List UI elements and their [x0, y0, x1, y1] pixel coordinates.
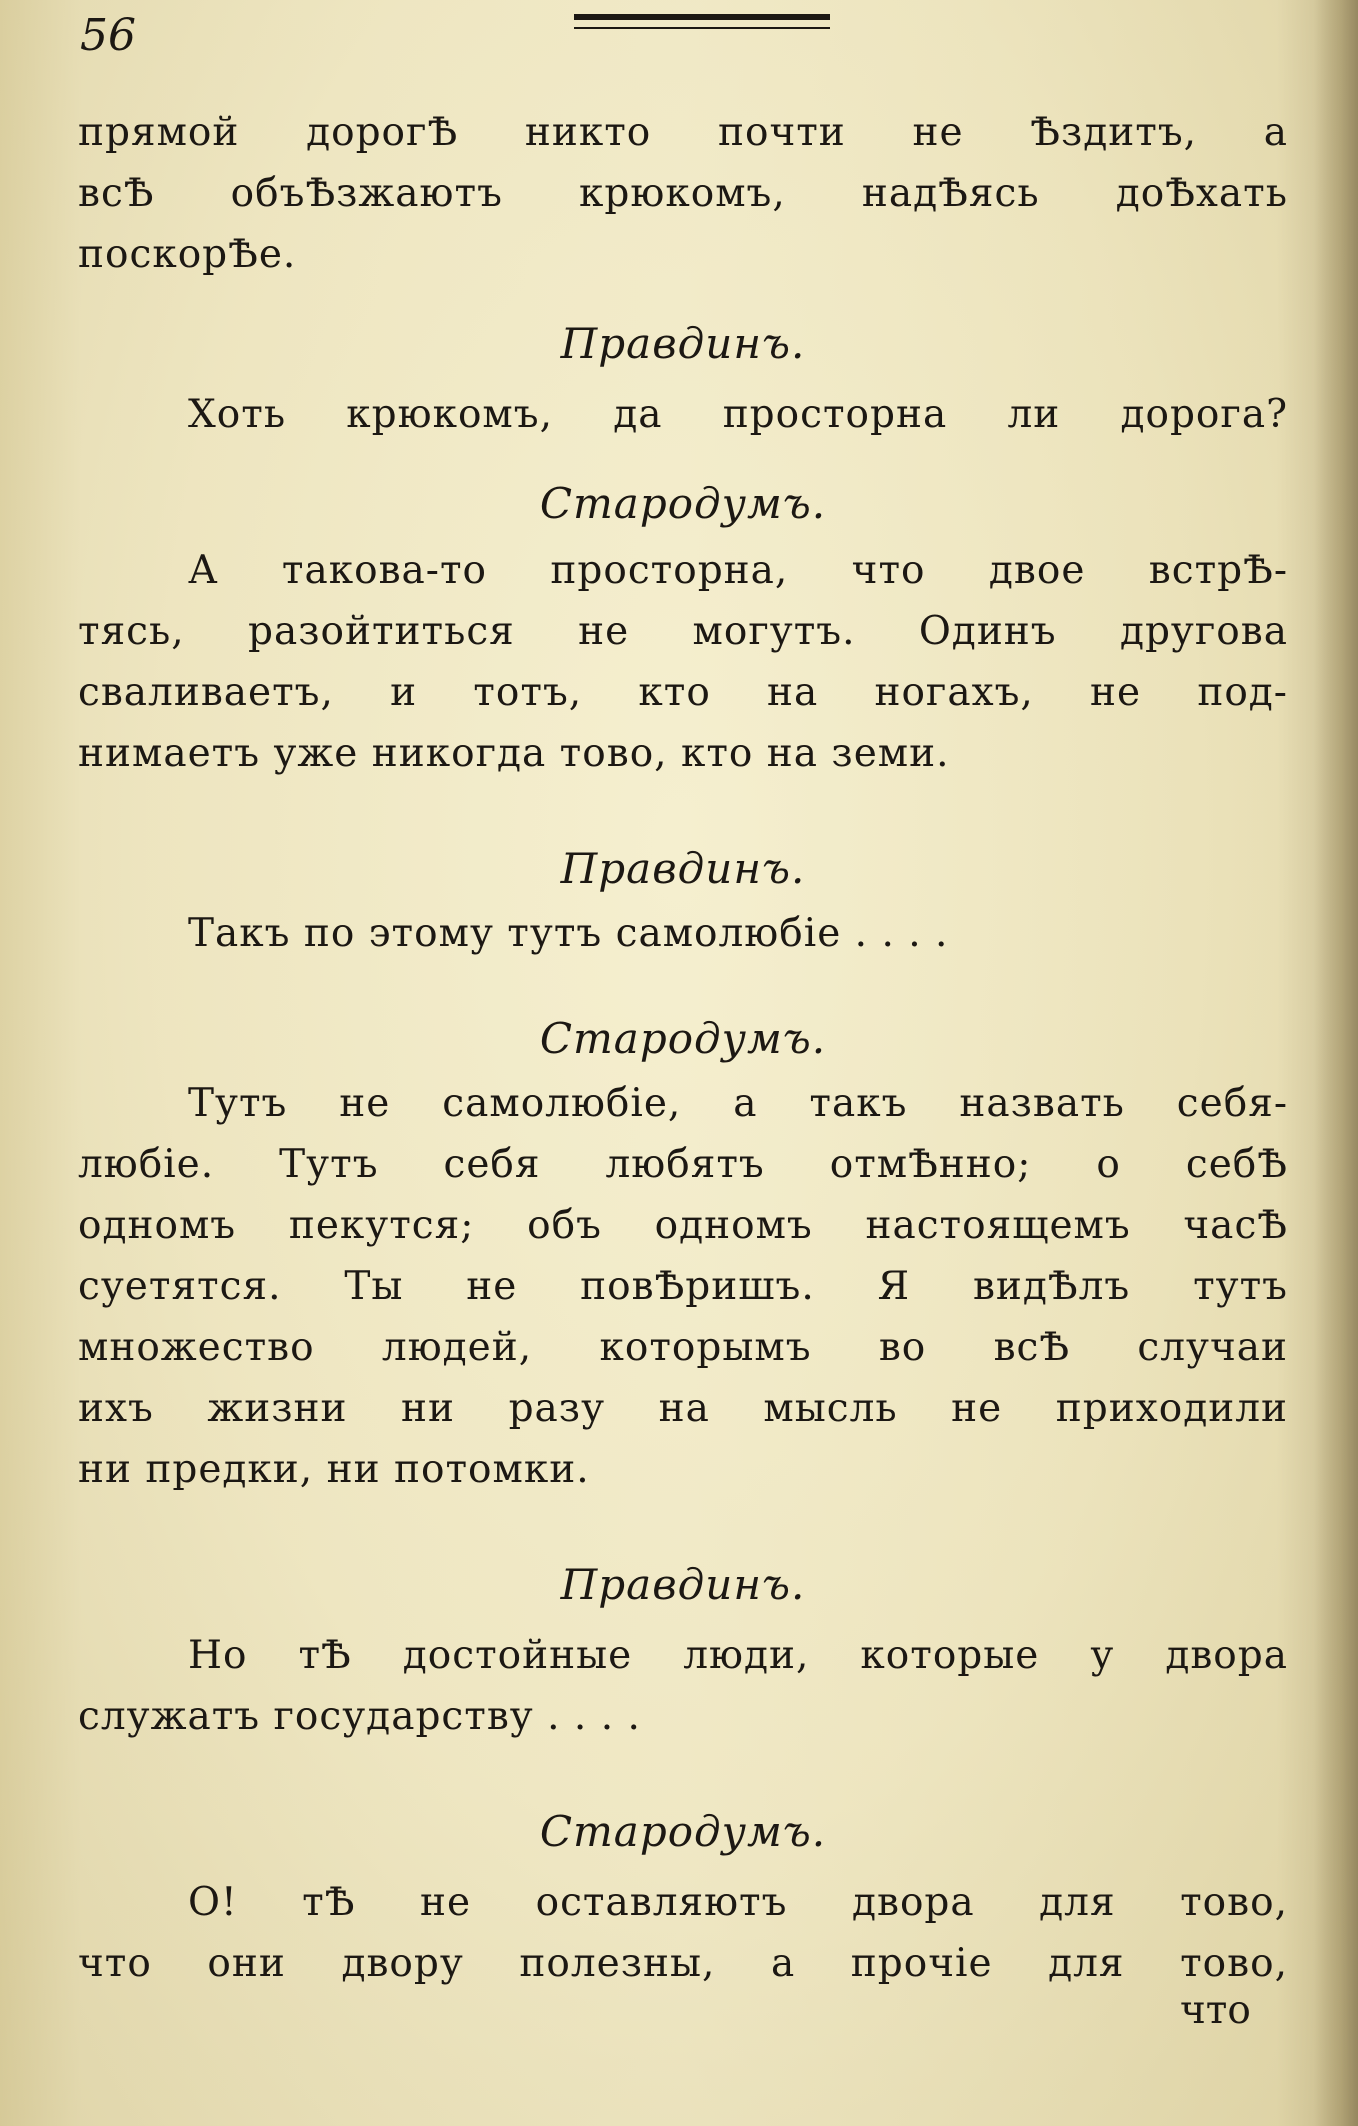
speaker-name: Правдинъ. — [560, 319, 806, 368]
text-line: служатъ государству . . . . — [78, 1694, 641, 1739]
header-rule-thin — [574, 27, 830, 29]
speaker-name: Стародумъ. — [539, 1014, 827, 1063]
text-line: прямой дорогѢ никто почти не Ѣздитъ, а — [78, 110, 1288, 155]
text-line: Тутъ не самолюбіе, а такъ назвать себя- — [188, 1081, 1288, 1126]
text-line: тясь, разойтиться не могутъ. Одинъ другова — [78, 609, 1288, 654]
page-number: 56 — [80, 10, 136, 61]
text-line: любіе. Тутъ себя любятъ отмѢнно; о себѢ — [78, 1142, 1288, 1187]
page-edge-shadow — [1314, 0, 1358, 2126]
text-line: что они двору полезны, а прочіе для тово, — [78, 1941, 1288, 1986]
page-text — [78, 102, 1288, 1994]
speaker-name: Стародумъ. — [539, 1807, 827, 1856]
text-line: суетятся. Ты не повѢришъ. Я видѢлъ тутъ — [78, 1264, 1288, 1309]
text-line: Хоть крюкомъ, да просторна ли дорога? — [188, 392, 1288, 437]
catchword: что — [1180, 1988, 1251, 2033]
text-line: всѢ объѢзжаютъ крюкомъ, надѢясь доѢхать — [78, 171, 1288, 216]
text-line: множество людей, которымъ во всѢ случаи — [78, 1325, 1288, 1370]
text-line: Такъ по этому тутъ самолюбіе . . . . — [188, 911, 949, 956]
text-line: ихъ жизни ни разу на мысль не приходили — [78, 1386, 1288, 1431]
text-line: сваливаетъ, и тотъ, кто на ногахъ, не под- — [78, 670, 1288, 715]
text-line: А такова-то просторна, что двое встрѢ- — [188, 548, 1288, 593]
speaker-name: Правдинъ. — [560, 1560, 806, 1609]
text-line: ни предки, ни потомки. — [78, 1447, 590, 1492]
speaker-name: Стародумъ. — [539, 479, 827, 528]
speaker-name: Правдинъ. — [560, 844, 806, 893]
text-line: О! тѢ не оставляютъ двора для тово, — [188, 1880, 1288, 1925]
text-line: одномъ пекутся; объ одномъ настоящемъ часѢ — [78, 1203, 1288, 1248]
header-rule — [574, 14, 830, 20]
text-line: нимаетъ уже никогда тово, кто на земи. — [78, 731, 950, 776]
text-line: поскорѢе. — [78, 232, 297, 277]
text-line: Но тѢ достойные люди, которые у двора — [188, 1633, 1288, 1678]
